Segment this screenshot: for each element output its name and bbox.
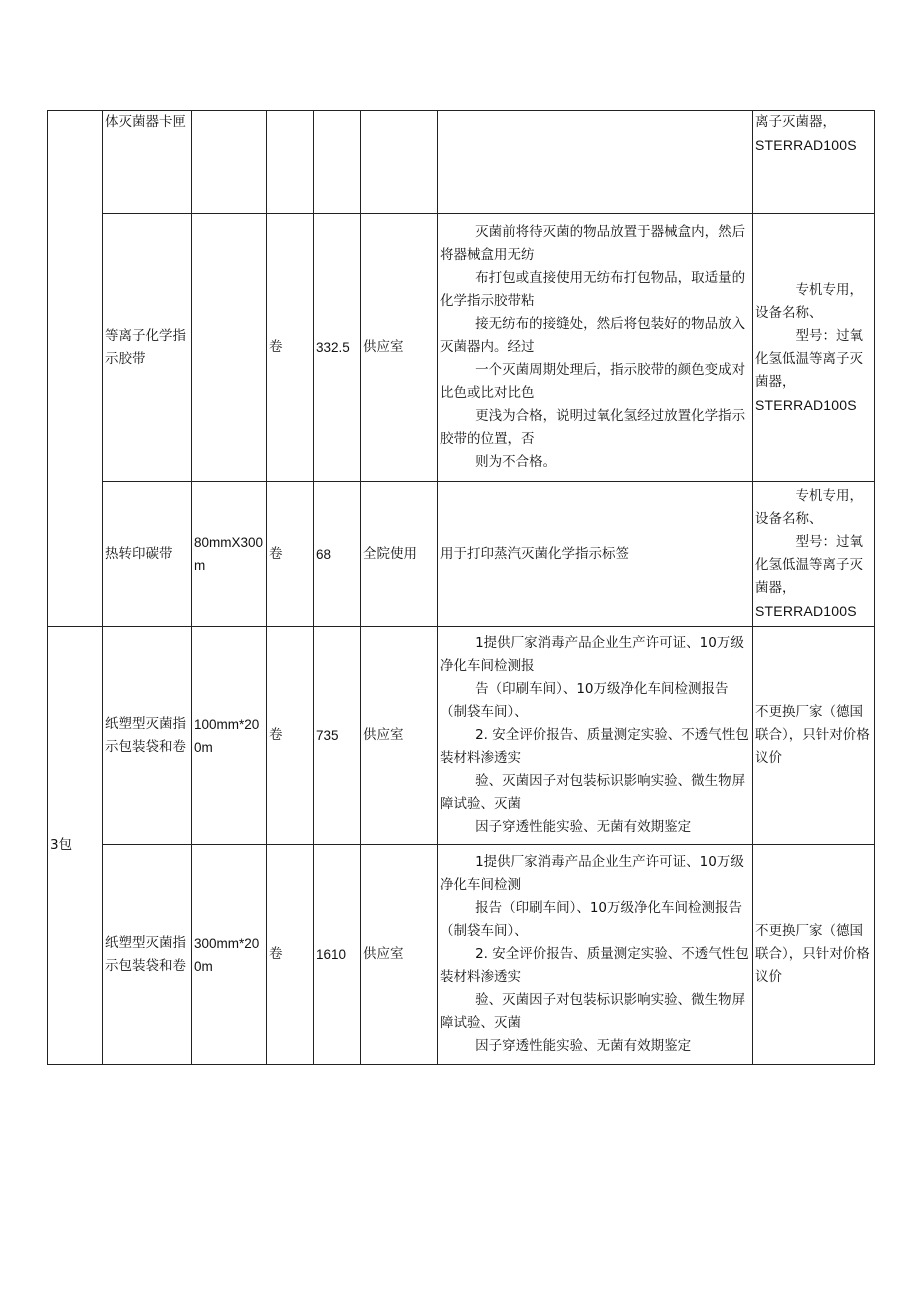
item-spec (192, 214, 267, 482)
item-name: 等离子化学指示胶带 (103, 214, 192, 482)
item-unit: 卷 (267, 845, 314, 1065)
item-qty: 332.5 (314, 214, 361, 482)
item-description (438, 111, 753, 214)
table-row (48, 214, 875, 482)
item-name: 热转印碳带 (103, 482, 192, 627)
item-qty: 1610 (314, 845, 361, 1065)
item-note: 离子灭菌器， STERRAD100S (753, 111, 875, 214)
item-spec: 300mm*200m (192, 845, 267, 1065)
item-dept: 供应室 (361, 214, 438, 482)
item-dept: 供应室 (361, 845, 438, 1065)
item-spec (192, 111, 267, 214)
item-name: 纸塑型灭菌指示包装袋和卷 (103, 845, 192, 1065)
item-qty: 735 (314, 627, 361, 845)
item-note: 专机专用， 设备名称、 型号：过氧化氢低温等离子灭菌器， STERRAD100S (753, 482, 875, 627)
item-name: 体灭菌器卡匣 (103, 111, 192, 214)
item-description: 1提供厂家消毒产品企业生产许可证、10万级净化车间检测报 告（印刷车间）、10万级净化车间检测报告（制袋车间）、 2. 安全评价报告、质量测定实验、不透气性包装材料渗透实 验、灭菌因子对包装标识影响实验、微生物屏障试验、灭菌 因子穿透性能实验、无菌有效期鉴定 (438, 627, 753, 845)
item-description: 用于打印蒸汽灭菌化学指示标签 (438, 482, 753, 627)
item-note: 不更换厂家（德国联合），只针对价格议价 (753, 845, 875, 1065)
item-qty (314, 111, 361, 214)
item-description: 1提供厂家消毒产品企业生产许可证、10万级净化车间检测 报告（印刷车间）、10万级净化车间检测报告（制袋车间）、 2. 安全评价报告、质量测定实验、不透气性包装材料渗透实 验、灭菌因子对包装标识影响实验、微生物屏障试验、灭菌 因子穿透性能实验、无菌有效期鉴定 (438, 845, 753, 1065)
item-dept: 供应室 (361, 627, 438, 845)
item-dept (361, 111, 438, 214)
table-row (48, 111, 875, 214)
item-qty: 68 (314, 482, 361, 627)
item-dept: 全院使用 (361, 482, 438, 627)
item-unit (267, 111, 314, 214)
category-cell (48, 111, 103, 627)
item-unit: 卷 (267, 214, 314, 482)
item-note: 不更换厂家（德国联合），只针对价格议价 (753, 627, 875, 845)
item-note: 专机专用， 设备名称、 型号：过氧化氢低温等离子灭菌器， STERRAD100S (753, 214, 875, 482)
item-spec: 100mm*200m (192, 627, 267, 845)
item-unit: 卷 (267, 627, 314, 845)
table-row (48, 482, 875, 627)
item-description: 灭菌前将待灭菌的物品放置于器械盒内，然后将器械盒用无纺 布打包或直接使用无纺布打包物品，取适量的化学指示胶带粘 接无纺布的接缝处，然后将包装好的物品放入灭菌器内。经过 一个灭菌周期处理后，指示胶带的颜色变成对比色或比对比色 更浅为合格，说明过氧化氢经过放置化学指示胶带的位置，否 则为不合格。 (438, 214, 753, 482)
category-cell: 3包 (48, 627, 103, 1065)
item-spec: 80mmX300m (192, 482, 267, 627)
table-row (48, 627, 875, 845)
procurement-table (47, 110, 875, 1065)
table-row (48, 845, 875, 1065)
item-name: 纸塑型灭菌指示包装袋和卷 (103, 627, 192, 845)
item-unit: 卷 (267, 482, 314, 627)
